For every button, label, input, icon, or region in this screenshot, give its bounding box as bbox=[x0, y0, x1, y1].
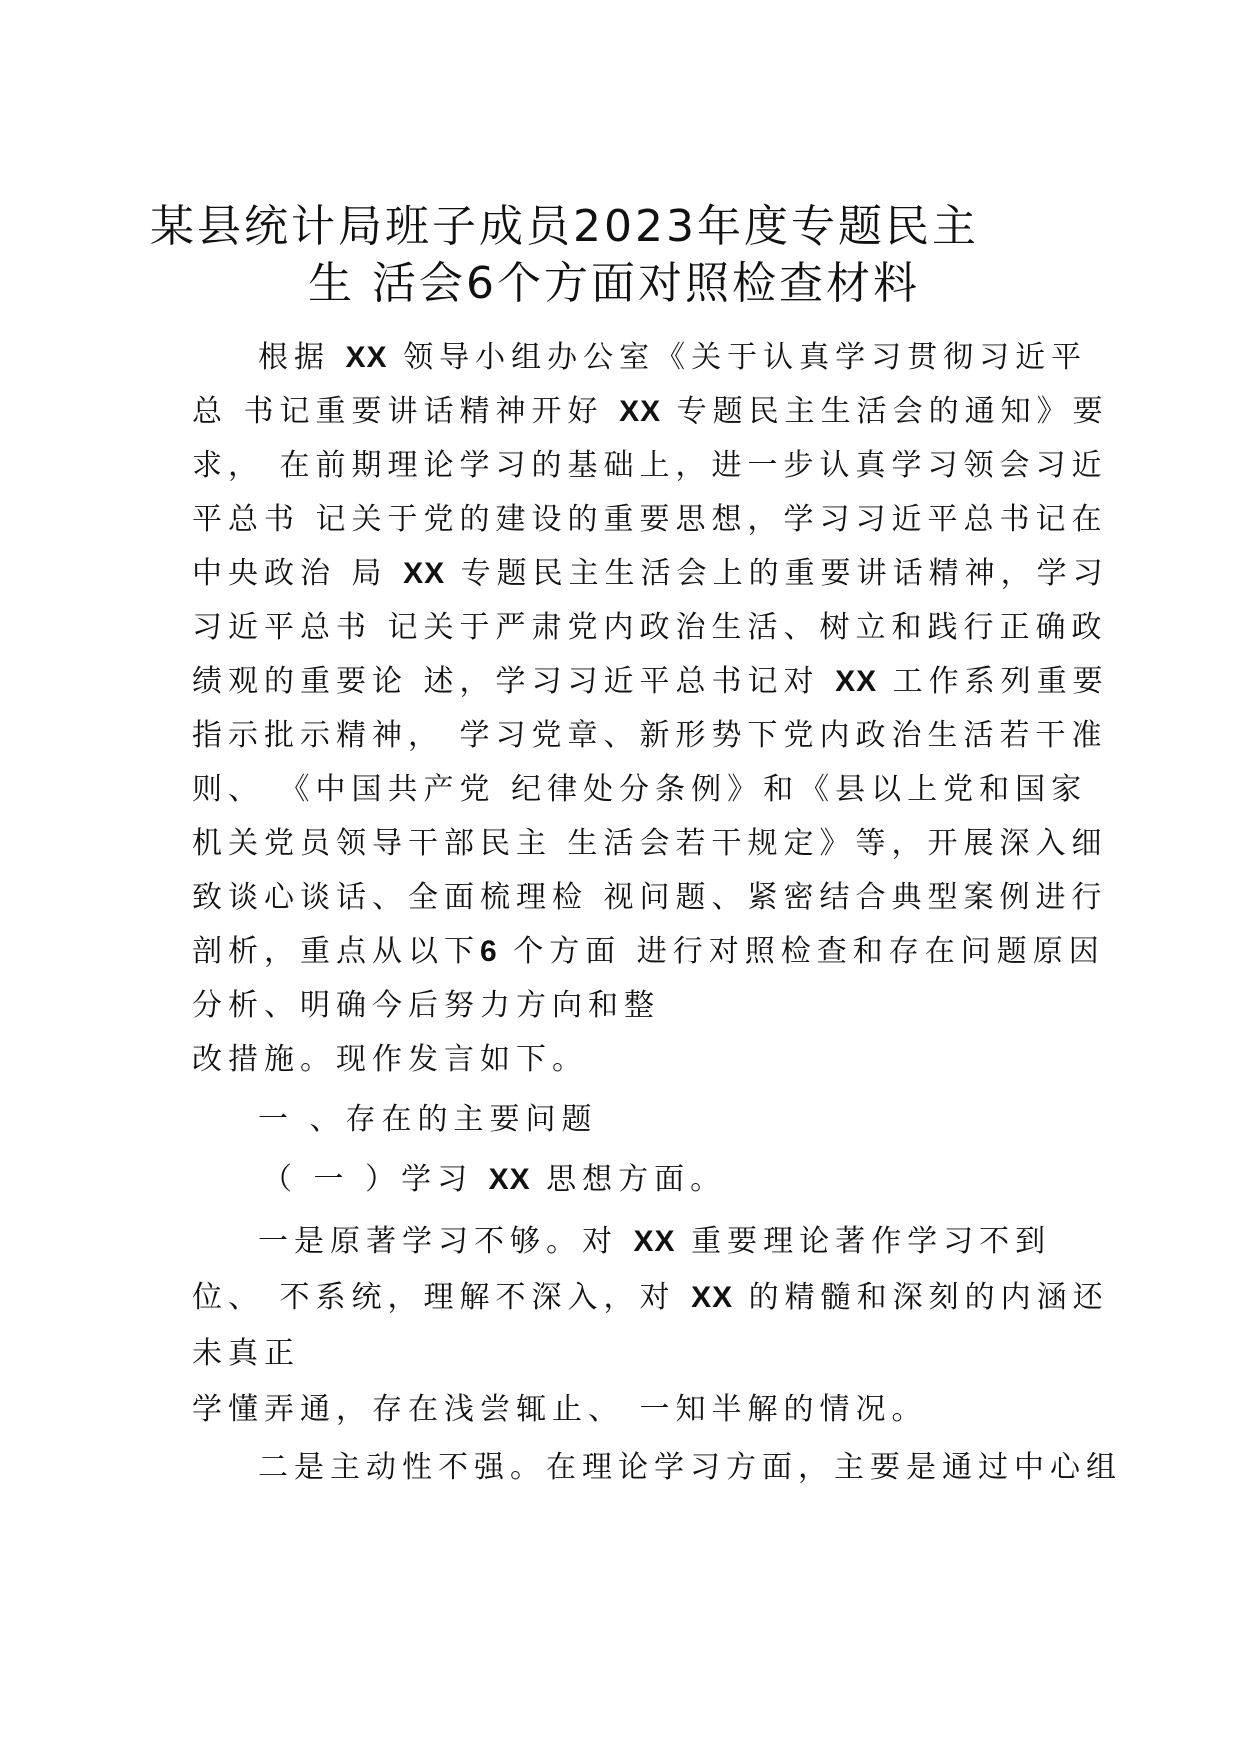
body-line: 剖析，重点从以下6 个方面 进行对照检查和存在问题原因 bbox=[192, 934, 1105, 969]
body-line: 平总书 记关于党的建设的重要思想，学习习近平总书记在 bbox=[192, 502, 1108, 537]
body-line: 一是原著学习不够。对 XX 重要理论著作学习不到 bbox=[258, 1224, 1052, 1259]
body-line: 中央政治 局 XX 专题民主生活会上的重要讲话精神，学习 bbox=[192, 556, 1109, 591]
body-line: 指示批示精神， 学习党章、新形势下党内政治生活若干准 bbox=[192, 718, 1108, 753]
document-title-line-1: 某县统计局班子成员2023年度专题民主 bbox=[150, 201, 979, 252]
body-line: 二是主动性不强。在理论学习方面，主要是通过中心组 bbox=[258, 1450, 1122, 1485]
body-line: 位、 不系统，理解不深入，对 XX 的精髓和深刻的内涵还 bbox=[192, 1280, 1109, 1315]
section-heading: 一 、存在的主要问题 bbox=[258, 1102, 598, 1137]
body-line: 总 书记重要讲话精神开好 XX 专题民主生活会的通知》要 bbox=[192, 394, 1109, 429]
body-line: 根据 XX 领导小组办公室《关于认真学习贯彻习近平 bbox=[258, 340, 1088, 375]
body-line: 则、 《中国共产党 纪律处分条例》和《县以上党和国家 bbox=[192, 772, 1088, 807]
body-line: 绩观的重要论 述，学习习近平总书记对 XX 工作系列重要 bbox=[192, 664, 1109, 699]
body-line: 机关党员领导干部民主 生活会若干规定》等，开展深入细 bbox=[192, 826, 1108, 861]
subsection-heading: （ 一 ）学习 XX 思想方面。 bbox=[262, 1162, 727, 1197]
body-line: 求， 在前期理论学习的基础上，进一步认真学习领会习近 bbox=[192, 448, 1108, 483]
body-line: 习近平总书 记关于严肃党内政治生活、树立和践行正确政 bbox=[192, 610, 1108, 645]
document-title-line-2: 生 活会6个方面对照检查材料 bbox=[308, 258, 920, 309]
body-line: 改措施。现作发言如下。 bbox=[192, 1042, 588, 1077]
body-line: 分析、明确今后努力方向和整 bbox=[192, 988, 660, 1023]
body-line: 未真正 bbox=[192, 1336, 300, 1371]
body-line: 致谈心谈话、全面梳理检 视问题、紧密结合典型案例进行 bbox=[192, 880, 1108, 915]
body-line: 学懂弄通，存在浅尝辄止、 一知半解的情况。 bbox=[192, 1392, 928, 1427]
